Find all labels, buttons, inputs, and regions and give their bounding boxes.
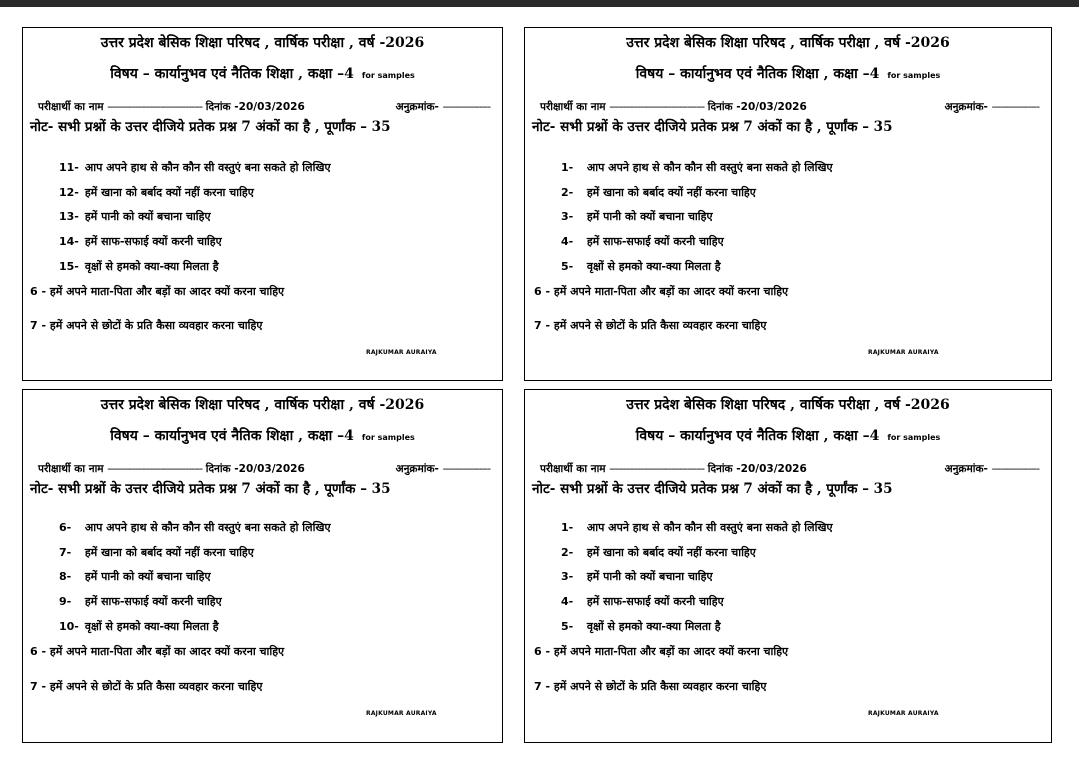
samples-note: for samples: [887, 71, 941, 80]
question-text: आप अपने हाथ से कौन कौन सी वस्तुएं बना सकते हो लिखिए: [84, 521, 331, 534]
question-item: [561, 545, 756, 560]
exam-card: [22, 389, 503, 743]
author-signature: RAJKUMAR AURAIYA: [366, 710, 437, 717]
instructions-note: नोट- सभी प्रश्नों के उत्तर दीजिये प्रतेक प्रश्न 7 अंकों का है , पूर्णांक – 35: [30, 481, 391, 497]
question-6: 6 - हमें अपने माता-पिता और बड़ों का आदर क्यों करना चाहिए: [534, 645, 789, 658]
roll-number-label: अनुक्रमांक-: [395, 101, 439, 113]
question-text: हमें साफ-सफाई क्यों करनी चाहिए: [84, 235, 222, 248]
question-item: [59, 569, 211, 584]
subject-text: विषय – कार्यानुभव एवं नैतिक शिक्षा , कक्षा –4: [635, 66, 880, 82]
question-text: हमें खाना को बर्बाद क्यों नहीं करना चाहिए: [84, 546, 254, 559]
student-name-label: परीक्षार्थी का नाम: [38, 101, 104, 113]
question-text: आप अपने हाथ से कौन कौन सी वस्तुएं बना सकते हो लिखिए: [586, 521, 833, 534]
question-number: 4-: [561, 235, 574, 248]
question-7: 7 - हमें अपने से छोटों के प्रति कैसा व्यवहार करना चाहिए: [30, 680, 263, 693]
student-name-line: ----------------------------------: [107, 463, 203, 475]
exam-card: [524, 27, 1052, 381]
student-name-label: परीक्षार्थी का नाम: [540, 463, 606, 475]
roll-number-label: अनुक्रमांक-: [944, 101, 988, 113]
author-signature: RAJKUMAR AURAIYA: [868, 710, 939, 717]
question-number: 10-: [59, 620, 79, 633]
question-text: हमें पानी को क्यों बचाना चाहिए: [84, 210, 211, 223]
student-info-row: [38, 100, 490, 114]
author-signature: RAJKUMAR AURAIYA: [868, 349, 939, 356]
question-item: [59, 160, 331, 175]
exam-date: दिनांक -20/03/2026: [205, 463, 305, 475]
question-item: [59, 185, 254, 200]
question-item: [59, 545, 254, 560]
roll-number-line: -----------------: [442, 101, 490, 113]
roll-number-label: अनुक्रमांक-: [944, 463, 988, 475]
question-number: 9-: [59, 595, 72, 608]
question-7: 7 - हमें अपने से छोटों के प्रति कैसा व्यवहार करना चाहिए: [534, 680, 767, 693]
samples-note: for samples: [887, 433, 941, 442]
question-text: हमें खाना को बर्बाद क्यों नहीं करना चाहिए: [586, 546, 756, 559]
question-number: 7-: [59, 546, 72, 559]
subject-text: विषय – कार्यानुभव एवं नैतिक शिक्षा , कक्षा –4: [635, 428, 880, 444]
question-number: 3-: [561, 210, 574, 223]
question-item: [59, 259, 219, 274]
exam-date: दिनांक -20/03/2026: [707, 101, 807, 113]
question-text: आप अपने हाथ से कौन कौन सी वस्तुएं बना सकते हो लिखिए: [586, 161, 833, 174]
exam-title: उत्तर प्रदेश बेसिक शिक्षा परिषद , वार्षिक परीक्षा , वर्ष -2026: [626, 35, 950, 51]
question-6: 6 - हमें अपने माता-पिता और बड़ों का आदर क्यों करना चाहिए: [30, 285, 285, 298]
exam-date: दिनांक -20/03/2026: [707, 463, 807, 475]
question-text: हमें पानी को क्यों बचाना चाहिए: [586, 210, 713, 223]
question-number: 8-: [59, 570, 72, 583]
question-item: [59, 520, 331, 535]
subject-text: विषय – कार्यानुभव एवं नैतिक शिक्षा , कक्षा –4: [110, 66, 354, 82]
question-text: वृक्षों से हमको क्या-क्या मिलता है: [84, 620, 219, 633]
question-item: [561, 619, 721, 634]
question-number: 11-: [59, 161, 79, 174]
question-item: [561, 234, 724, 249]
exam-card: [22, 27, 503, 381]
student-info-row: [540, 100, 1039, 114]
question-item: [59, 209, 211, 224]
question-text: हमें खाना को बर्बाद क्यों नहीं करना चाहिए: [586, 186, 756, 199]
question-text: वृक्षों से हमको क्या-क्या मिलता है: [586, 260, 721, 273]
question-number: 4-: [561, 595, 574, 608]
question-number: 6-: [59, 521, 72, 534]
question-item: [59, 234, 222, 249]
question-number: 12-: [59, 186, 79, 199]
exam-title: उत्तर प्रदेश बेसिक शिक्षा परिषद , वार्षिक परीक्षा , वर्ष -2026: [626, 397, 950, 413]
student-name-line: ----------------------------------: [107, 101, 203, 113]
window-top-bar: [0, 0, 1079, 7]
question-7: 7 - हमें अपने से छोटों के प्रति कैसा व्यवहार करना चाहिए: [534, 319, 767, 332]
exam-date: दिनांक -20/03/2026: [205, 101, 305, 113]
exam-subject: [23, 64, 502, 83]
exam-card: [524, 389, 1052, 743]
exam-subject: [525, 64, 1051, 83]
student-name-line: ----------------------------------: [609, 101, 705, 113]
exam-title: उत्तर प्रदेश बेसिक शिक्षा परिषद , वार्षिक परीक्षा , वर्ष -2026: [100, 397, 425, 413]
question-text: हमें साफ-सफाई क्यों करनी चाहिए: [84, 595, 222, 608]
question-number: 1-: [561, 521, 574, 534]
question-item: [561, 569, 713, 584]
question-number: 5-: [561, 620, 574, 633]
instructions-note: नोट- सभी प्रश्नों के उत्तर दीजिये प्रतेक प्रश्न 7 अंकों का है , पूर्णांक – 35: [532, 119, 893, 135]
question-number: 2-: [561, 546, 574, 559]
roll-number-line: -----------------: [991, 463, 1039, 475]
question-item: [561, 594, 724, 609]
instructions-note: नोट- सभी प्रश्नों के उत्तर दीजिये प्रतेक प्रश्न 7 अंकों का है , पूर्णांक – 35: [532, 481, 893, 497]
exam-subject: [23, 426, 502, 445]
student-name-line: ----------------------------------: [609, 463, 705, 475]
exam-title: उत्तर प्रदेश बेसिक शिक्षा परिषद , वार्षिक परीक्षा , वर्ष -2026: [100, 35, 425, 51]
question-text: आप अपने हाथ से कौन कौन सी वस्तुएं बना सकते हो लिखिए: [84, 161, 331, 174]
roll-number-line: -----------------: [991, 101, 1039, 113]
question-7: 7 - हमें अपने से छोटों के प्रति कैसा व्यवहार करना चाहिए: [30, 319, 263, 332]
subject-text: विषय – कार्यानुभव एवं नैतिक शिक्षा , कक्षा –4: [110, 428, 354, 444]
question-item: [59, 619, 219, 634]
question-number: 14-: [59, 235, 79, 248]
question-number: 2-: [561, 186, 574, 199]
question-6: 6 - हमें अपने माता-पिता और बड़ों का आदर क्यों करना चाहिए: [30, 645, 285, 658]
roll-number-label: अनुक्रमांक-: [395, 463, 439, 475]
student-name-label: परीक्षार्थी का नाम: [540, 101, 606, 113]
roll-number-line: -----------------: [442, 463, 490, 475]
question-6: 6 - हमें अपने माता-पिता और बड़ों का आदर क्यों करना चाहिए: [534, 285, 789, 298]
question-number: 1-: [561, 161, 574, 174]
author-signature: RAJKUMAR AURAIYA: [366, 349, 437, 356]
question-text: हमें पानी को क्यों बचाना चाहिए: [84, 570, 211, 583]
question-item: [561, 259, 721, 274]
samples-note: for samples: [361, 71, 415, 80]
question-text: हमें साफ-सफाई क्यों करनी चाहिए: [586, 595, 724, 608]
student-info-row: [540, 462, 1039, 476]
question-text: वृक्षों से हमको क्या-क्या मिलता है: [84, 260, 219, 273]
student-info-row: [38, 462, 490, 476]
student-name-label: परीक्षार्थी का नाम: [38, 463, 104, 475]
question-text: हमें साफ-सफाई क्यों करनी चाहिए: [586, 235, 724, 248]
question-number: 3-: [561, 570, 574, 583]
question-number: 15-: [59, 260, 79, 273]
question-number: 13-: [59, 210, 79, 223]
question-item: [561, 185, 756, 200]
instructions-note: नोट- सभी प्रश्नों के उत्तर दीजिये प्रतेक प्रश्न 7 अंकों का है , पूर्णांक – 35: [30, 119, 391, 135]
question-text: वृक्षों से हमको क्या-क्या मिलता है: [586, 620, 721, 633]
question-item: [561, 160, 833, 175]
exam-subject: [525, 426, 1051, 445]
question-item: [561, 209, 713, 224]
question-text: हमें खाना को बर्बाद क्यों नहीं करना चाहिए: [84, 186, 254, 199]
question-item: [561, 520, 833, 535]
samples-note: for samples: [361, 433, 415, 442]
question-text: हमें पानी को क्यों बचाना चाहिए: [586, 570, 713, 583]
question-number: 5-: [561, 260, 574, 273]
question-item: [59, 594, 222, 609]
